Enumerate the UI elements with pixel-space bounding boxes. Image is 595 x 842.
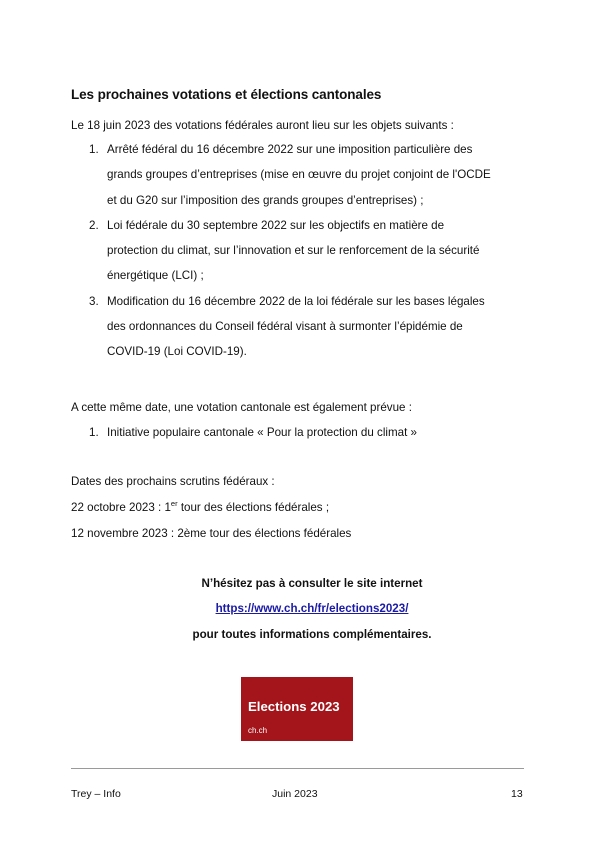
- list-item-text: Arrêté fédéral du 16 décembre 2022 sur une imposition particulière des grands groupes d’entreprises (mise en œuvre du projet conjoint de l'OCDE et du G20 sur l’imposition des grands groupes d’entreprises) ;: [107, 143, 491, 207]
- consult-line-3: pour toutes informations complémentaires.: [192, 628, 432, 641]
- consult-line-1: N’hésitez pas à consulter le site internet: [201, 577, 423, 590]
- footer-left: Trey – Info: [71, 788, 121, 800]
- list-item: [71, 420, 524, 445]
- date-line-2: 12 novembre 2023 : 2ème tour des élections fédérales: [71, 527, 352, 540]
- list-number: 3.: [89, 294, 99, 308]
- elections-website-link[interactable]: https://www.ch.ch/fr/elections2023/: [215, 602, 409, 615]
- list-number: 2.: [89, 218, 99, 232]
- section-heading: Les prochaines votations et élections cantonales: [71, 87, 382, 102]
- consult-link-line: [71, 602, 553, 615]
- logo-title: Elections 2023: [248, 699, 340, 714]
- date-line-1: 22 octobre 2023 : 1er tour des élections fédérales ;: [71, 499, 330, 514]
- list-item-text: Initiative populaire cantonale « Pour la protection du climat »: [107, 426, 417, 439]
- footer-center: Juin 2023: [272, 788, 318, 800]
- page-number: 13: [511, 788, 523, 800]
- list-item: [71, 137, 524, 213]
- footer-divider: [71, 768, 524, 769]
- cantonal-items-list: [71, 420, 524, 445]
- cantonal-intro-text: A cette même date, une votation cantonale est également prévue :: [71, 401, 412, 414]
- intro-text: Le 18 juin 2023 des votations fédérales auront lieu sur les objets suivants :: [71, 119, 454, 132]
- list-item: [71, 213, 524, 289]
- federal-items-list: [71, 137, 524, 365]
- list-number: 1.: [89, 426, 99, 439]
- list-number: 1.: [89, 143, 99, 156]
- elections-2023-logo: [241, 677, 353, 741]
- list-item-text: Modification du 16 décembre 2022 de la loi fédérale sur les bases légales des ordonnances du Conseil fédéral visant à surmonter l’épidémie de COVID-19 (Loi COVID-19).: [107, 294, 485, 359]
- list-item-text: Loi fédérale du 30 septembre 2022 sur les objectifs en matière de protection du climat, sur l’innovation et sur le renforcement de la sécurité énergétique (LCI) ;: [107, 218, 480, 283]
- logo-subtitle: ch.ch: [248, 726, 268, 735]
- dates-title: Dates des prochains scrutins fédéraux :: [71, 475, 275, 488]
- list-item: [71, 289, 524, 365]
